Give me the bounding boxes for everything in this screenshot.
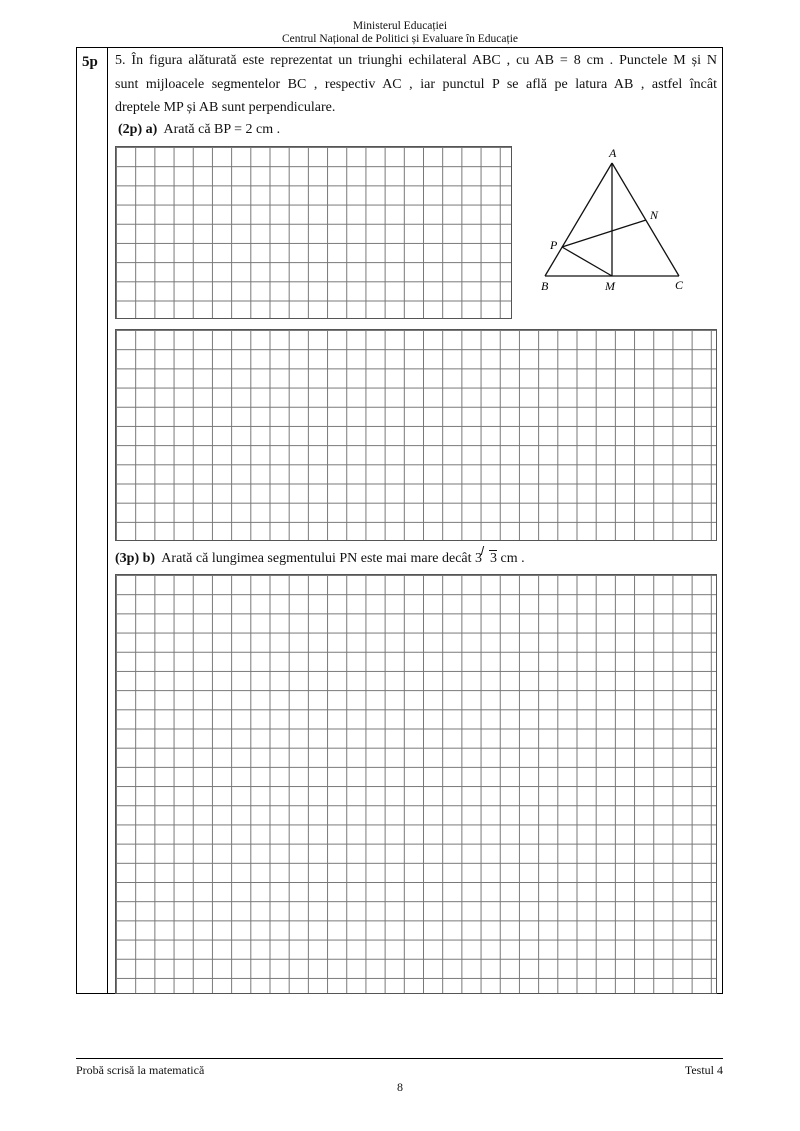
header-ministry: Ministerul Educației [352, 20, 448, 32]
label-M: M [605, 279, 615, 293]
problem-statement-line-2: sunt mijloacele segmentelor BC , respectiv AC , iar punctul P se află pe latura AB , astfel încât [115, 77, 717, 92]
sqrt-radicand: 3 [490, 551, 498, 566]
label-P: P [550, 238, 558, 252]
part-a-label: (2p) a) [118, 122, 158, 137]
part-a-text: Arată că BP = 2 cm . [163, 122, 281, 137]
problem-statement-line-1: 5. În figura alăturată este reprezentat un triunghi echilateral ABC , cu AB = 8 cm . Punctele M și N [115, 53, 717, 68]
answer-grid-b[interactable] [115, 574, 717, 994]
answer-grid-a-bottom[interactable] [115, 329, 717, 541]
footer-rule [76, 1058, 723, 1059]
footer-test-number: Testul 4 [684, 1063, 723, 1077]
header-center: Centrul Național de Politici și Evaluare în Educație [281, 33, 518, 45]
part-b-unit: cm . [497, 551, 525, 566]
part-b-label: (3p) b) [115, 551, 156, 566]
answer-grid-a-top[interactable] [115, 146, 512, 319]
label-B: B [541, 279, 549, 293]
label-A: A [609, 146, 617, 160]
segment-MP [562, 247, 612, 276]
problem-statement-line-3: dreptele MP și AB sunt perpendiculare. [115, 100, 336, 115]
part-b-text: Arată că lungimea segmentului PN este mai mare decât 3 [161, 551, 483, 566]
segment-PN [562, 220, 646, 247]
points-label: 5p [82, 54, 98, 70]
side-AB [545, 163, 612, 276]
part-a [118, 118, 280, 142]
page-number: 8 [397, 1080, 403, 1094]
label-N: N [650, 208, 659, 222]
sqrt-symbol [482, 547, 497, 571]
points-column-divider [107, 47, 108, 994]
part-b [115, 547, 525, 571]
footer-exam-title: Probă scrisă la matematică [76, 1063, 205, 1077]
label-C: C [675, 278, 684, 292]
triangle-figure [535, 145, 695, 295]
